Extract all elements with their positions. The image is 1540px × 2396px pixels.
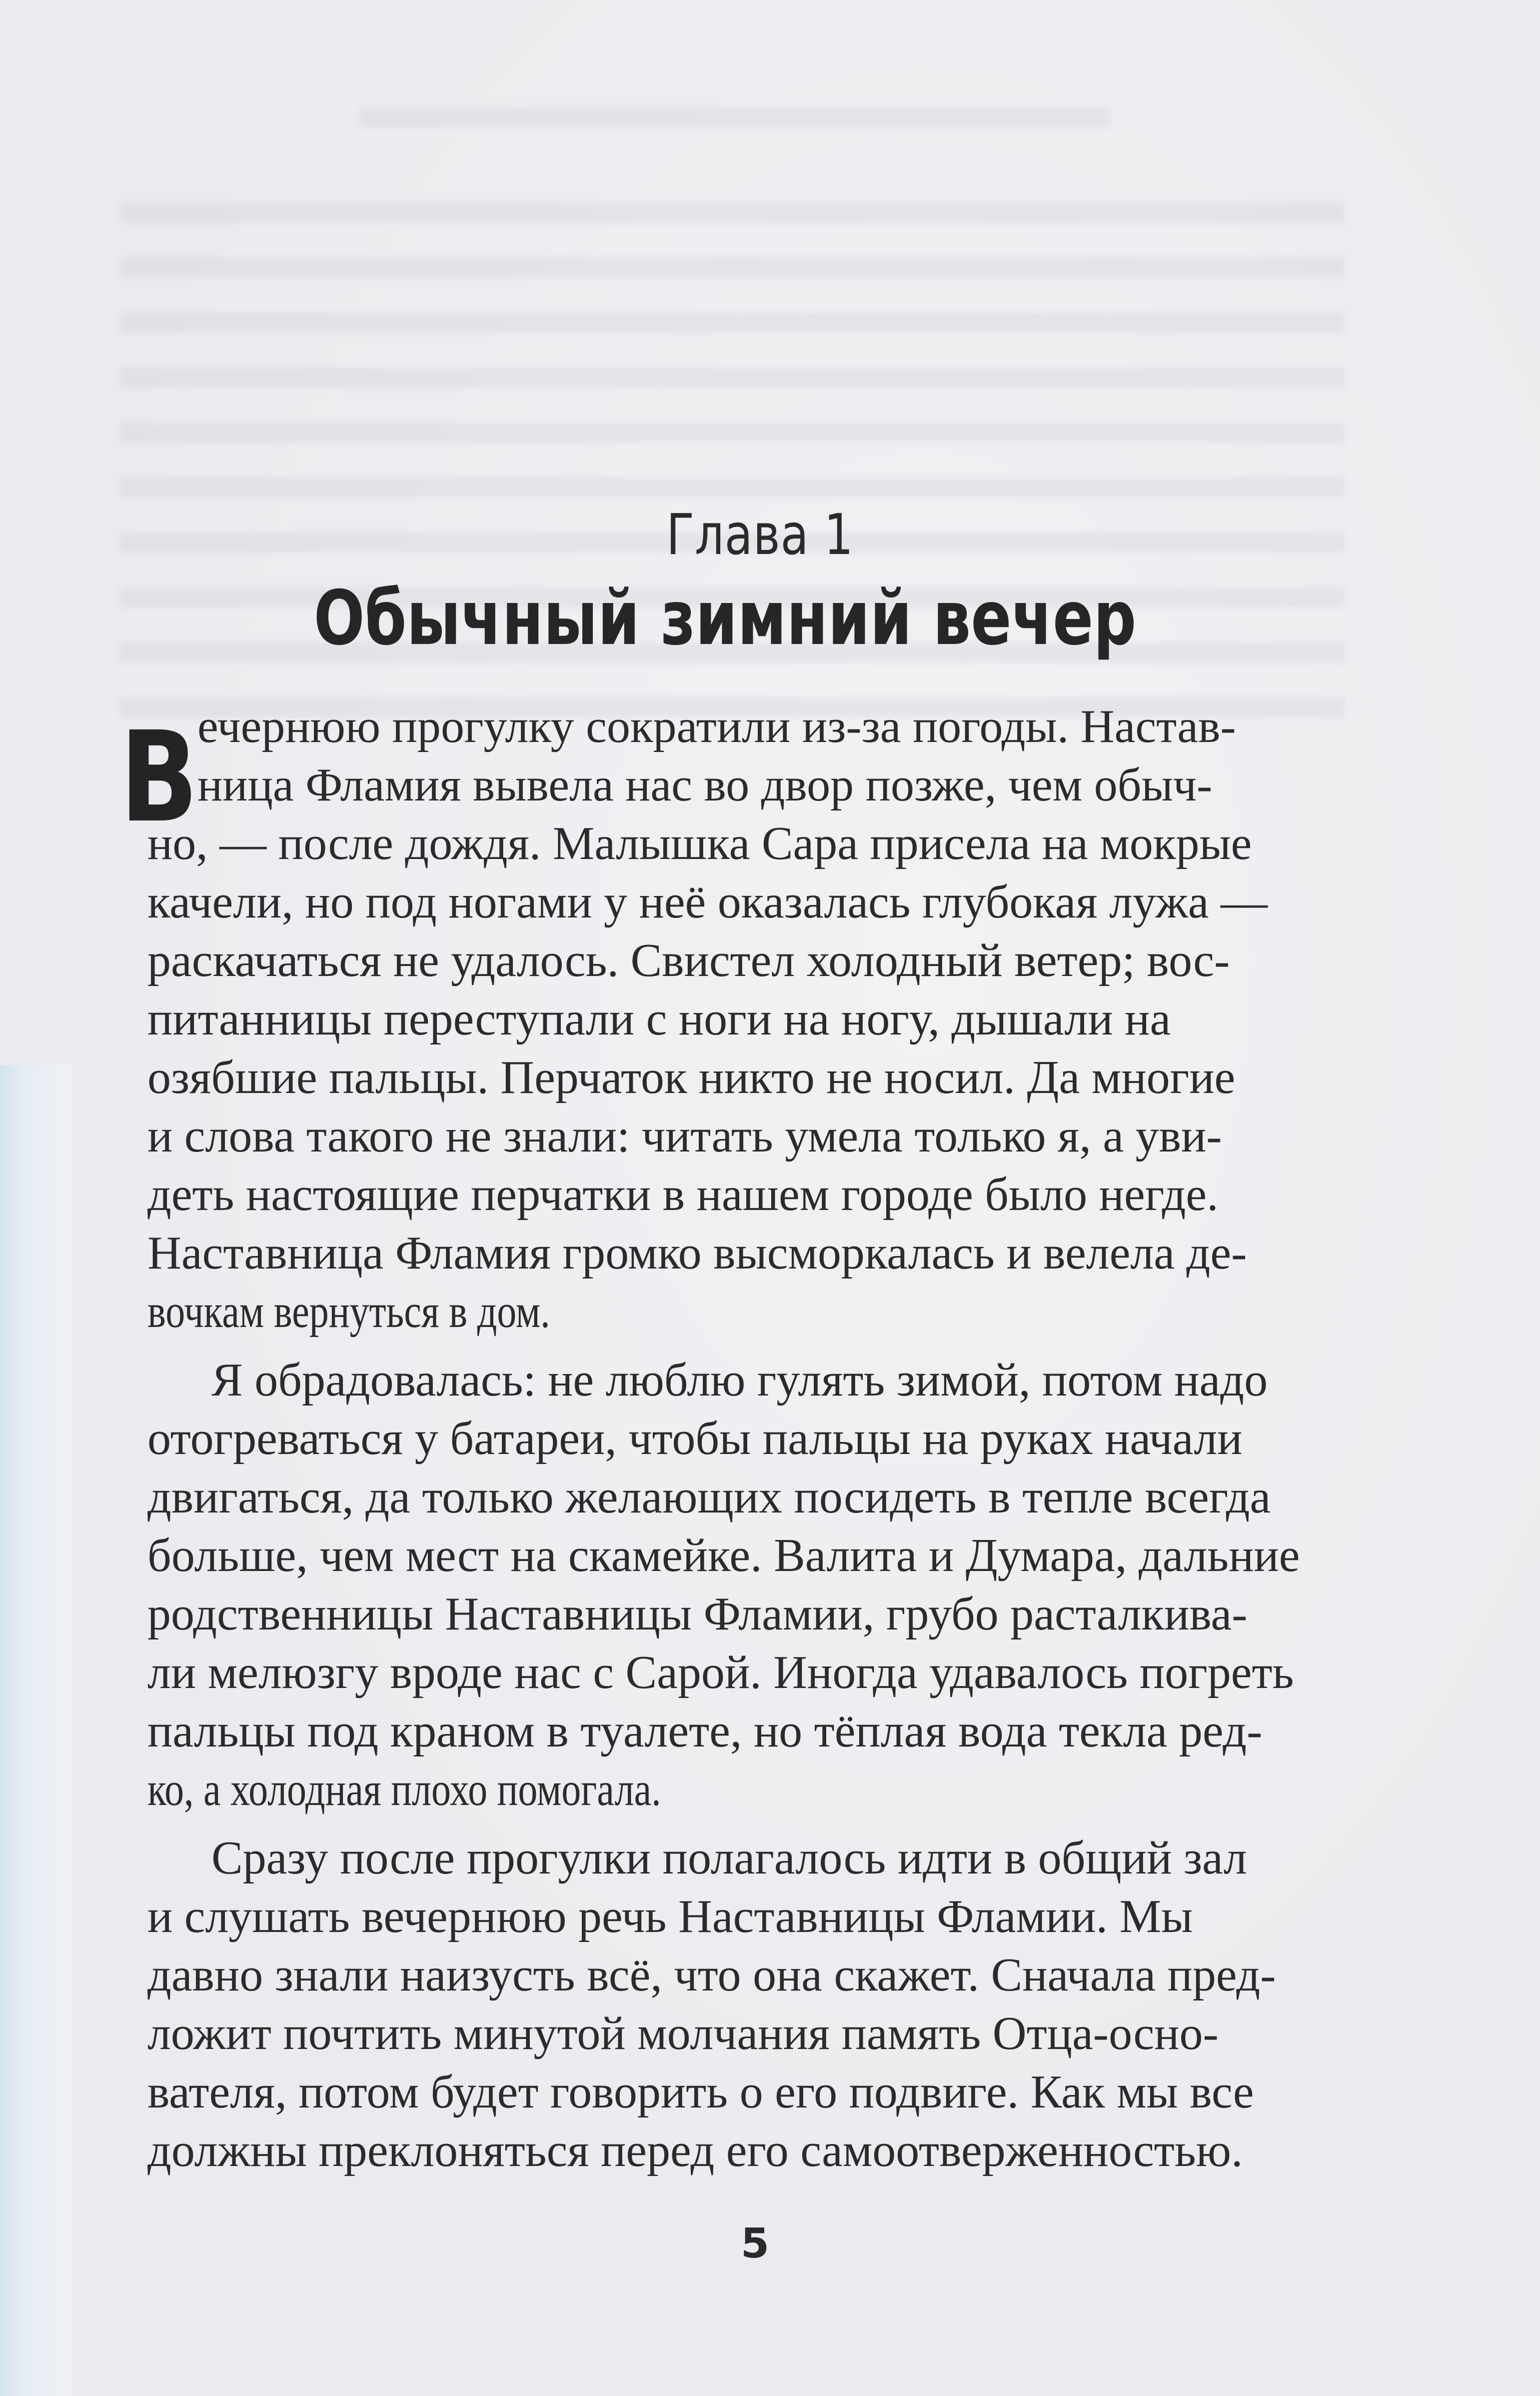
text-line: вателя, потом будет говорить о его подвиге. Как мы все (147, 2066, 1254, 2118)
text-line: родственницы Наставницы Фламии, грубо расталкива- (147, 1588, 1248, 1640)
chapter-label: Глава 1 (666, 502, 854, 568)
show-through-running-head (360, 108, 1110, 128)
text-line: раскачаться не удалось. Свистел холодный ветер; вос- (147, 934, 1230, 986)
text-line: и слушать вечернюю речь Наставницы Фламии. Мы (147, 1890, 1193, 1942)
paragraph-1 (147, 698, 1347, 1341)
text-line: должны преклоняться перед его самоотверженностью. (147, 2124, 1243, 2176)
paragraph-3 (147, 1829, 1347, 2180)
text-line: но, — после дождя. Малышка Сара присела на мокрые (147, 818, 1252, 870)
text-line: питанницы переступали с ноги на ногу, дышали на (147, 993, 1171, 1045)
show-through-line (120, 478, 1345, 498)
paragraph-2 (147, 1351, 1347, 1819)
text-line: и слова такого не знали: читать умела только я, а уви- (147, 1110, 1222, 1162)
text-line: Я обрадовалась: не люблю гулять зимой, потом надо (211, 1354, 1268, 1406)
text-line: качели, но под ногами у неё оказалась глубокая лужа — (147, 876, 1268, 928)
text-line: давно знали наизусть всё, что она скажет. Сначала пред- (147, 1949, 1276, 2001)
show-through-line (120, 258, 1345, 278)
text-line: Сразу после прогулки полагалось идти в общий зал (211, 1832, 1247, 1884)
text-line: пальцы под краном в туалете, но тёплая вода текла ред- (147, 1705, 1263, 1757)
page-number: 5 (740, 2220, 770, 2268)
drop-cap: В (120, 704, 198, 850)
text-line: озябшие пальцы. Перчаток никто не носил. Да многие (147, 1052, 1236, 1104)
text-line: двигаться, да только желающих посидеть в тепле всегда (147, 1471, 1271, 1523)
text-line: вочкам вернуться в дом. (147, 1286, 550, 1338)
text-line: больше, чем мест на скамейке. Валита и Думара, дальние (147, 1530, 1300, 1582)
show-through-line (120, 312, 1345, 332)
text-line: ечернюю прогулку сократили из-за погоды. Настав- (197, 700, 1236, 752)
text-line: ложит почтить минутой молчания память Отца-осно- (147, 2008, 1219, 2060)
text-line: отогреваться у батареи, чтобы пальцы на руках начали (147, 1412, 1243, 1464)
text-line: деть настоящие перчатки в нашем городе было негде. (147, 1168, 1219, 1220)
text-line: ли мелюзгу вроде нас с Сарой. Иногда удавалось погреть (147, 1646, 1294, 1698)
show-through-line (120, 422, 1345, 442)
body-text (147, 698, 1347, 2190)
text-line: ко, а холодная плохо помогала. (147, 1764, 661, 1816)
text-line: Наставница Фламия громко высморкалась и велела де- (147, 1227, 1247, 1279)
text-line: ница Фламия вывела нас во двор позже, чем обыч- (197, 759, 1213, 811)
show-through-line (120, 368, 1345, 388)
chapter-title: Обычный зимний вечер (313, 575, 1137, 662)
show-through-line (120, 202, 1345, 222)
page-edge-tint (0, 1065, 72, 2396)
